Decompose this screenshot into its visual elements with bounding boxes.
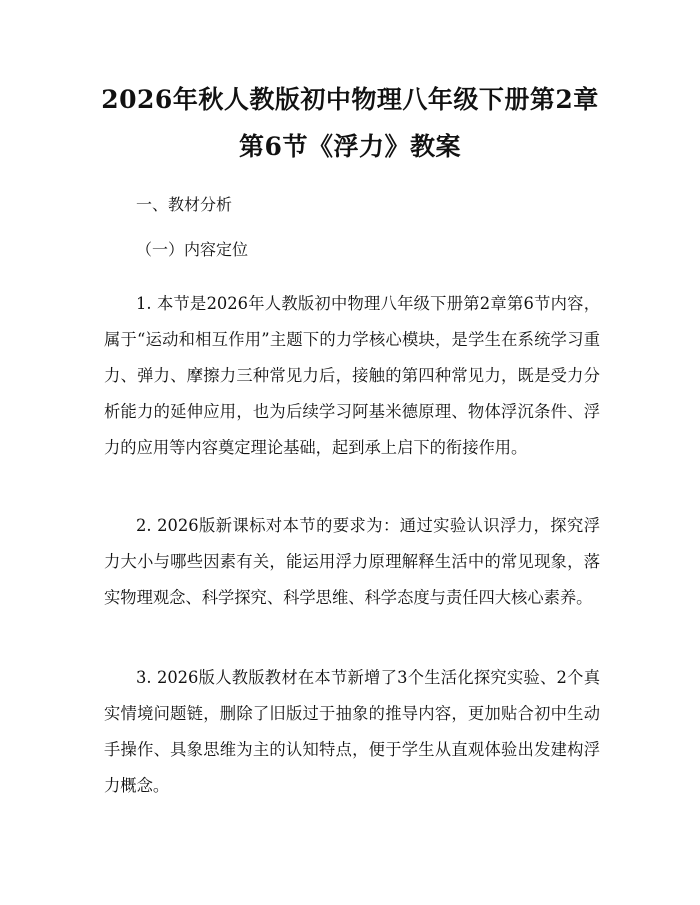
paragraph-3: 3. 2026版人教版教材在本节新增了3个生活化探究实验、2个真实情境问题链，删除了旧版过于抽象的推导内容，更加贴合初中生动手操作、具象思维为主的认知特点，便于学生从直观体验出发建构浮力概念。 [104, 668, 600, 795]
paragraph-2: 2. 2026版新课标对本节的要求为：通过实验认识浮力，探究浮力大小与哪些因素有关，能运用浮力原理解释生活中的常见现象，落实物理观念、科学探究、科学思维、科学态度与责任四大核心素养。 [104, 516, 600, 607]
subsection-heading: （一）内容定位 [136, 240, 249, 259]
document-title-line-2: 第6节《浮力》教案 [239, 132, 461, 161]
document-title-line-1: 2026年秋人教版初中物理八年级下册第2章 [101, 85, 599, 114]
section-heading: 一、教材分析 [136, 195, 233, 214]
paragraph-1: 1. 本节是2026年人教版初中物理八年级下册第2章第6节内容，属于“运动和相互作用”主题下的力学核心模块，是学生在系统学习重力、弹力、摩擦力三种常见力后，接触的第四种常见力，既是受力分析能力的延伸应用，也为后续学习阿基米德原理、物体浮沉条件、浮力的应用等内容奠定理论基础，起到承上启下的衔接作用。 [104, 294, 600, 457]
